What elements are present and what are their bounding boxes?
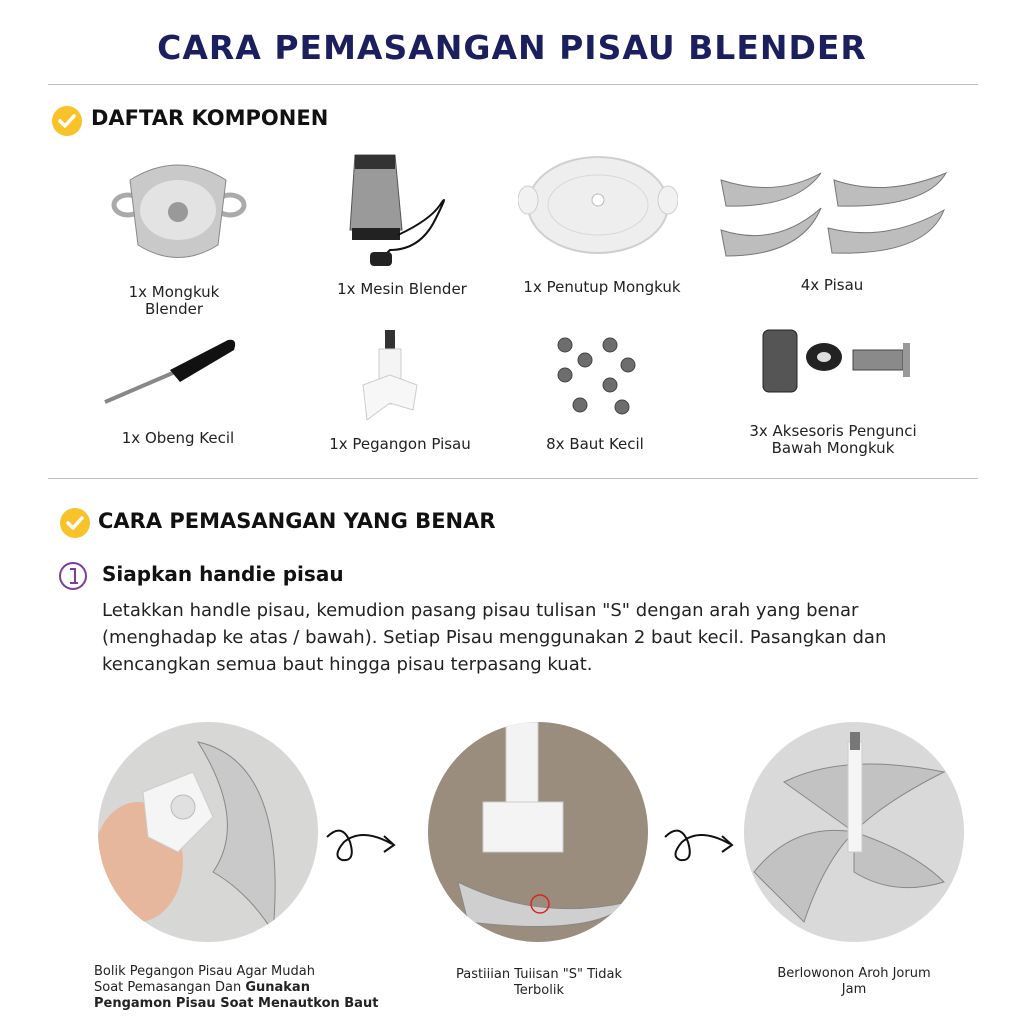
step-description: Letakkan handle pisau, kemudion pasang pisau tulisan "S" dengan arah yang benar (menghadap ke atas / bawah). Setiap Pisau menggunakan 2 baut kecil. Pasangkan dan kencangkan semua baut hingga pisau terpasang kuat. xyxy=(102,600,887,675)
bowl-icon xyxy=(108,150,248,270)
divider xyxy=(48,478,978,479)
page-title: CARA PEMASANGAN PISAU BLENDER xyxy=(157,28,867,67)
arrow-icon xyxy=(660,822,740,872)
component-label: 4x Pisau xyxy=(800,276,864,294)
step-number-icon xyxy=(58,561,88,591)
step-photo-3 xyxy=(744,722,964,942)
photo-caption-1: Bolik Pegangon Pisau Agar Mudah Soat Pemasangan Dan Gunakan Pengamon Pisau Soat Menautkon Baut xyxy=(94,964,379,1011)
check-icon xyxy=(60,508,90,538)
photo-caption-2: Pastiiian Tuiisan "S" Tidak Terbolik xyxy=(455,967,623,998)
step-photo-1 xyxy=(98,722,318,942)
arrow-icon xyxy=(322,822,402,872)
component-label: 1x Mongkuk Blender xyxy=(128,283,220,318)
check-icon xyxy=(52,106,82,136)
component-label: 1x Obeng Kecil xyxy=(121,429,235,447)
step-title: Siapkan handie pisau xyxy=(102,562,344,586)
component-label: 1x Mesin Blender xyxy=(337,280,467,298)
photo-caption-3: Berlowonon Aroh Jorum Jam xyxy=(777,966,931,997)
blade-holder-icon xyxy=(355,325,425,425)
install-heading: CARA PEMASANGAN YANG BENAR xyxy=(98,509,496,533)
lock-accessories-icon xyxy=(758,325,918,400)
components-heading: DAFTAR KOMPONEN xyxy=(91,106,329,130)
screws-icon xyxy=(550,335,645,425)
component-label: 1x Pegangon Pisau xyxy=(329,435,471,453)
blades-icon xyxy=(716,168,952,258)
screwdriver-icon xyxy=(100,332,240,407)
component-label: 8x Baut Kecil xyxy=(546,435,644,453)
bowl-lid-icon xyxy=(518,150,678,260)
step-photo-2 xyxy=(428,722,648,942)
divider xyxy=(48,84,978,85)
blender-motor-icon xyxy=(340,150,460,275)
component-label: 1x Penutup Mongkuk xyxy=(523,278,681,296)
component-label: 3x Aksesoris Pengunci Bawah Mongkuk xyxy=(749,422,917,457)
